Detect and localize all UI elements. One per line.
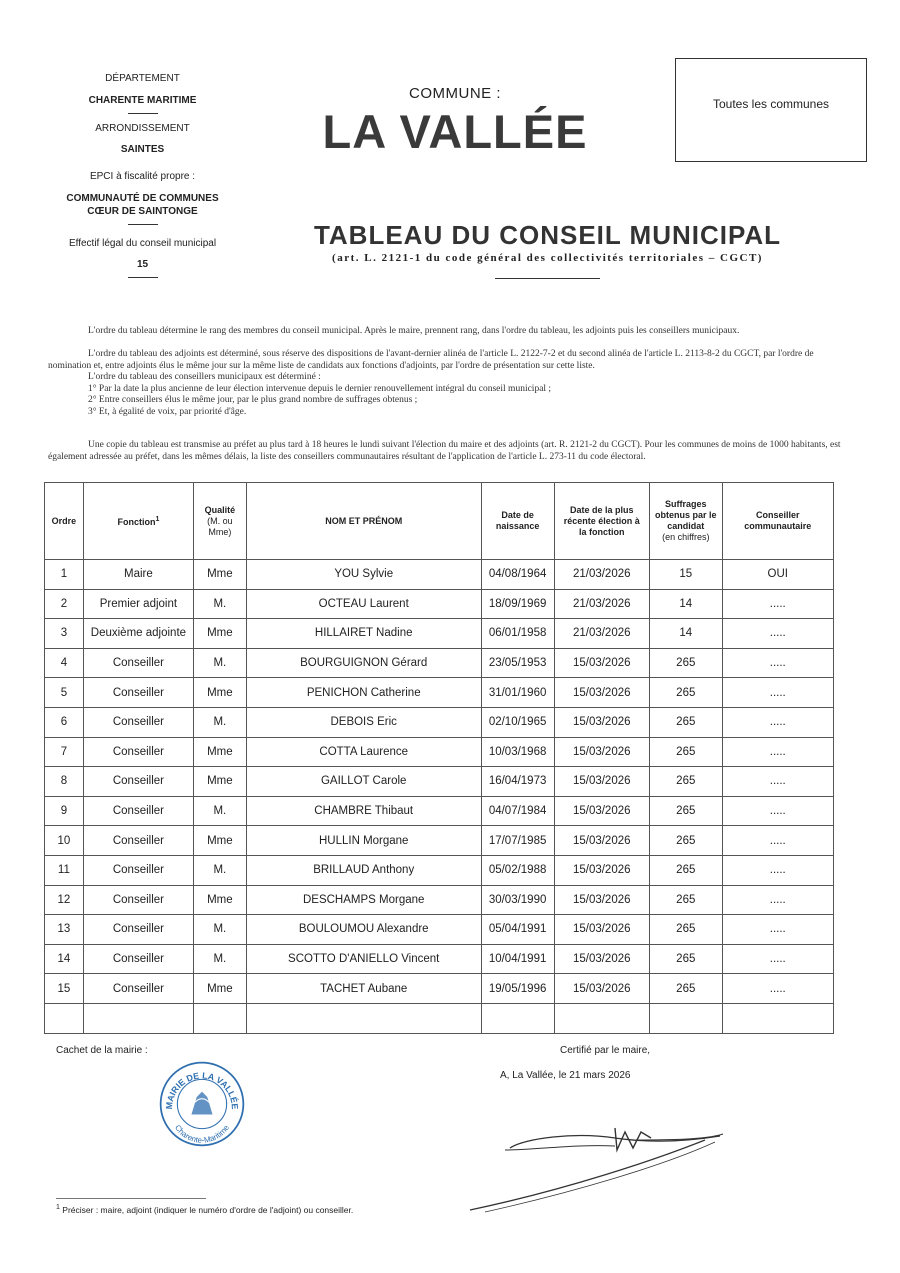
table-row xyxy=(45,885,834,915)
paragraph-text: L'ordre du tableau des conseillers municipaux est déterminé : xyxy=(88,372,321,382)
cell-qualite: M. xyxy=(194,589,247,619)
cell-suffrages: 265 xyxy=(649,707,722,737)
separator xyxy=(128,277,158,278)
cell-suffrages: 14 xyxy=(649,589,722,619)
cell-ordre: 4 xyxy=(45,648,84,678)
cell-ordre: 15 xyxy=(45,974,84,1004)
cell-qualite: Mme xyxy=(194,826,247,856)
administrative-info xyxy=(40,72,245,286)
cell-ordre: 7 xyxy=(45,737,84,767)
cell-naissance: 16/04/1973 xyxy=(481,767,554,797)
header-fonction: Fonction$^1$ xyxy=(83,483,193,560)
cell-ordre: 14 xyxy=(45,944,84,974)
date-place: A, La Vallée, le 21 mars 2026 xyxy=(500,1070,631,1081)
cell-election: 15/03/2026 xyxy=(554,707,649,737)
header-qualite: Qualité (M. ou Mme) xyxy=(194,483,247,560)
table-row xyxy=(45,767,834,797)
table-header-row xyxy=(45,483,834,560)
commune-label: COMMUNE : xyxy=(409,85,501,102)
cell-election: 15/03/2026 xyxy=(554,678,649,708)
epci-line2: CŒUR DE SAINTONGE xyxy=(87,206,198,217)
cell-nom: BOULOUMOU Alexandre xyxy=(246,915,481,945)
cell-nom: HULLIN Morgane xyxy=(246,826,481,856)
cell-communautaire: ..... xyxy=(722,619,833,649)
council-table xyxy=(44,482,834,1034)
cell-nom: BRILLAUD Anthony xyxy=(246,855,481,885)
separator xyxy=(128,224,158,225)
cell-qualite: M. xyxy=(194,648,247,678)
empty-cell xyxy=(649,1003,722,1033)
cell-fonction: Conseiller xyxy=(83,796,193,826)
cell-suffrages: 15 xyxy=(649,560,722,590)
empty-cell xyxy=(554,1003,649,1033)
cell-naissance: 04/07/1984 xyxy=(481,796,554,826)
cell-communautaire: ..... xyxy=(722,944,833,974)
commune-type-box xyxy=(675,58,867,162)
cell-qualite: M. xyxy=(194,855,247,885)
cell-suffrages: 265 xyxy=(649,944,722,974)
cell-election: 15/03/2026 xyxy=(554,648,649,678)
paragraph-text: Une copie du tableau est transmise au préfet au plus tard à 18 heures le lundi suivant l'élection du maire et des adjoints (art. R. 2121-2 du CGCT). Pour les communes de moins de 1000 habitants, est également adressée au préfet, dans les mêmes délais, la liste des conseillers communautaires résultant de l'application de l'article L. 273-11 du code électoral. xyxy=(48,440,841,462)
page-subtitle: (art. L. 2121-1 du code général des collectivités territoriales – CGCT) xyxy=(332,252,763,264)
header-suffrages: Suffrages obtenus par le candidat (en chiffres) xyxy=(649,483,722,560)
cell-naissance: 30/03/1990 xyxy=(481,885,554,915)
cell-fonction: Conseiller xyxy=(83,678,193,708)
departement: CHARENTE MARITIME xyxy=(88,95,197,106)
cell-ordre: 3 xyxy=(45,619,84,649)
cell-nom: HILLAIRET Nadine xyxy=(246,619,481,649)
table-row xyxy=(45,707,834,737)
epci-label: EPCI à fiscalité propre : xyxy=(89,171,196,182)
cell-qualite: M. xyxy=(194,915,247,945)
cell-election: 15/03/2026 xyxy=(554,944,649,974)
cell-suffrages: 265 xyxy=(649,974,722,1004)
paragraph-text: 2° Entre conseillers élus le même jour, par le plus grand nombre de suffrages obtenus ; xyxy=(88,395,418,405)
page-title: TABLEAU DU CONSEIL MUNICIPAL xyxy=(313,220,782,250)
table-row xyxy=(45,678,834,708)
cachet-label: Cachet de la mairie : xyxy=(56,1045,148,1056)
empty-cell xyxy=(83,1003,193,1033)
cell-qualite: M. xyxy=(194,944,247,974)
cell-naissance: 19/05/1996 xyxy=(481,974,554,1004)
cell-qualite: Mme xyxy=(194,767,247,797)
cell-qualite: Mme xyxy=(194,885,247,915)
intro-paragraph-1 xyxy=(88,326,848,338)
cell-fonction: Conseiller xyxy=(83,915,193,945)
empty-cell xyxy=(481,1003,554,1033)
table-row xyxy=(45,855,834,885)
cell-fonction: Premier adjoint xyxy=(83,589,193,619)
cell-qualite: Mme xyxy=(194,737,247,767)
epci-line1: COMMUNAUTÉ DE COMMUNES xyxy=(66,193,219,204)
cell-fonction: Conseiller xyxy=(83,648,193,678)
cell-ordre: 1 xyxy=(45,560,84,590)
cell-election: 15/03/2026 xyxy=(554,796,649,826)
table-row xyxy=(45,826,834,856)
cell-suffrages: 265 xyxy=(649,885,722,915)
cell-nom: CHAMBRE Thibaut xyxy=(246,796,481,826)
cell-naissance: 06/01/1958 xyxy=(481,619,554,649)
table-row-empty xyxy=(45,1003,834,1033)
cell-election: 15/03/2026 xyxy=(554,855,649,885)
table-row xyxy=(45,560,834,590)
mayor-signature xyxy=(465,1110,730,1215)
table-row xyxy=(45,648,834,678)
cell-qualite: Mme xyxy=(194,678,247,708)
footnote-divider xyxy=(56,1198,206,1199)
header-conseiller: Conseiller communautaire xyxy=(722,483,833,560)
cell-nom: GAILLOT Carole xyxy=(246,767,481,797)
cell-election: 15/03/2026 xyxy=(554,826,649,856)
cell-naissance: 23/05/1953 xyxy=(481,648,554,678)
cell-naissance: 04/08/1964 xyxy=(481,560,554,590)
cell-ordre: 2 xyxy=(45,589,84,619)
cell-naissance: 10/04/1991 xyxy=(481,944,554,974)
cell-communautaire: ..... xyxy=(722,737,833,767)
cell-election: 21/03/2026 xyxy=(554,619,649,649)
cell-ordre: 6 xyxy=(45,707,84,737)
cell-election: 15/03/2026 xyxy=(554,885,649,915)
cell-qualite: M. xyxy=(194,796,247,826)
cell-suffrages: 265 xyxy=(649,796,722,826)
intro-paragraph-3 xyxy=(48,440,848,463)
cell-ordre: 11 xyxy=(45,855,84,885)
paragraph-text: L'ordre du tableau détermine le rang des membres du conseil municipal. Après le maire, prennent rang, dans l'ordre du tableau, les adjoints puis les conseillers municipaux. xyxy=(88,326,740,336)
cell-nom: PENICHON Catherine xyxy=(246,678,481,708)
cell-suffrages: 265 xyxy=(649,855,722,885)
cell-fonction: Deuxième adjointe xyxy=(83,619,193,649)
cell-ordre: 12 xyxy=(45,885,84,915)
cell-suffrages: 265 xyxy=(649,648,722,678)
certification-label: Certifié par le maire, xyxy=(560,1045,651,1056)
cell-qualite: Mme xyxy=(194,974,247,1004)
footnote xyxy=(56,1204,353,1215)
cell-suffrages: 265 xyxy=(649,826,722,856)
cell-communautaire: ..... xyxy=(722,648,833,678)
cell-naissance: 31/01/1960 xyxy=(481,678,554,708)
commune-name: LA VALLÉE xyxy=(322,105,588,158)
cell-fonction: Conseiller xyxy=(83,885,193,915)
cell-nom: DEBOIS Eric xyxy=(246,707,481,737)
cell-ordre: 13 xyxy=(45,915,84,945)
cell-fonction: Conseiller xyxy=(83,855,193,885)
departement-label: DÉPARTEMENT xyxy=(105,73,180,84)
cell-nom: BOURGUIGNON Gérard xyxy=(246,648,481,678)
cell-election: 15/03/2026 xyxy=(554,737,649,767)
table-row xyxy=(45,619,834,649)
svg-text:MAIRIE DE LA VALLÉE: MAIRIE DE LA VALLÉE xyxy=(163,1070,241,1110)
paragraph-text: 1° Par la date la plus ancienne de leur élection intervenue depuis le dernier renouvellement intégral du conseil municipal ; xyxy=(88,383,552,394)
cell-communautaire: ..... xyxy=(722,589,833,619)
cell-naissance: 05/02/1988 xyxy=(481,855,554,885)
cell-communautaire: OUI xyxy=(722,560,833,590)
cell-suffrages: 265 xyxy=(649,737,722,767)
header-election: Date de la plus récente élection à la fonction xyxy=(554,483,649,560)
cell-election: 21/03/2026 xyxy=(554,589,649,619)
cell-fonction: Conseiller xyxy=(83,707,193,737)
cell-nom: OCTEAU Laurent xyxy=(246,589,481,619)
header-naissance: Date de naissance xyxy=(481,483,554,560)
cell-communautaire: ..... xyxy=(722,855,833,885)
empty-cell xyxy=(45,1003,84,1033)
cell-nom: TACHET Aubane xyxy=(246,974,481,1004)
header-nom: NOM ET PRÉNOM xyxy=(246,483,481,560)
cell-qualite: Mme xyxy=(194,560,247,590)
table-row xyxy=(45,974,834,1004)
effectif-label: Effectif légal du conseil municipal xyxy=(68,238,217,249)
arrondissement-label: ARRONDISSEMENT xyxy=(95,123,190,134)
table-row xyxy=(45,796,834,826)
table-row xyxy=(45,589,834,619)
cell-qualite: M. xyxy=(194,707,247,737)
cell-suffrages: 265 xyxy=(649,678,722,708)
cell-nom: COTTA Laurence xyxy=(246,737,481,767)
svg-text:Charente-Maritime: Charente-Maritime xyxy=(172,1123,231,1145)
cell-fonction: Conseiller xyxy=(83,826,193,856)
cell-fonction: Conseiller xyxy=(83,974,193,1004)
cell-fonction: Conseiller xyxy=(83,737,193,767)
empty-cell xyxy=(194,1003,247,1033)
table-row xyxy=(45,737,834,767)
cell-naissance: 10/03/1968 xyxy=(481,737,554,767)
effectif-value: 15 xyxy=(136,259,149,270)
cell-fonction: Maire xyxy=(83,560,193,590)
cell-nom: YOU Sylvie xyxy=(246,560,481,590)
separator xyxy=(128,113,158,114)
cell-ordre: 10 xyxy=(45,826,84,856)
footnote-text: Préciser : maire, adjoint (indiquer le numéro d'ordre de l'adjoint) ou conseiller. xyxy=(62,1204,354,1215)
cell-communautaire: ..... xyxy=(722,767,833,797)
cell-nom: DESCHAMPS Morgane xyxy=(246,885,481,915)
empty-cell xyxy=(722,1003,833,1033)
cell-fonction: Conseiller xyxy=(83,944,193,974)
title-divider xyxy=(495,278,600,279)
cell-ordre: 9 xyxy=(45,796,84,826)
cell-suffrages: 14 xyxy=(649,619,722,649)
empty-cell xyxy=(246,1003,481,1033)
cell-naissance: 17/07/1985 xyxy=(481,826,554,856)
cell-communautaire: ..... xyxy=(722,826,833,856)
cell-ordre: 5 xyxy=(45,678,84,708)
cell-suffrages: 265 xyxy=(649,767,722,797)
header-ordre: Ordre xyxy=(45,483,84,560)
arrondissement: SAINTES xyxy=(120,144,165,155)
cell-qualite: Mme xyxy=(194,619,247,649)
cell-communautaire: ..... xyxy=(722,796,833,826)
cell-communautaire: ..... xyxy=(722,974,833,1004)
commune-type-text: Toutes les communes xyxy=(712,97,830,111)
cell-suffrages: 265 xyxy=(649,915,722,945)
intro-paragraph-2 xyxy=(48,349,848,418)
footnote-number: 1 xyxy=(56,1204,60,1211)
mairie-stamp-icon xyxy=(158,1060,246,1148)
cell-communautaire: ..... xyxy=(722,915,833,945)
cell-election: 15/03/2026 xyxy=(554,974,649,1004)
cell-naissance: 05/04/1991 xyxy=(481,915,554,945)
cell-nom: SCOTTO D'ANIELLO Vincent xyxy=(246,944,481,974)
cell-communautaire: ..... xyxy=(722,678,833,708)
table-row xyxy=(45,944,834,974)
cell-naissance: 02/10/1965 xyxy=(481,707,554,737)
cell-ordre: 8 xyxy=(45,767,84,797)
paragraph-text: L'ordre du tableau des adjoints est déterminé, sous réserve des dispositions de l'avant-dernier alinéa de l'article L. 2122-7-2 et du second alinéa de l'article L. 2113-8-2 du CGCT, par l'ordre de nomination et, entre adjoints élus le même jour sur la même liste de candidats aux fonctions d'adjoints, par l'ordre de présentation sur cette liste. xyxy=(48,349,814,371)
cell-election: 15/03/2026 xyxy=(554,915,649,945)
cell-communautaire: ..... xyxy=(722,707,833,737)
cell-fonction: Conseiller xyxy=(83,767,193,797)
table-row xyxy=(45,915,834,945)
cell-naissance: 18/09/1969 xyxy=(481,589,554,619)
cell-election: 21/03/2026 xyxy=(554,560,649,590)
paragraph-text: 3° Et, à égalité de voix, par priorité d'âge. xyxy=(88,406,247,417)
cell-election: 15/03/2026 xyxy=(554,767,649,797)
cell-communautaire: ..... xyxy=(722,885,833,915)
